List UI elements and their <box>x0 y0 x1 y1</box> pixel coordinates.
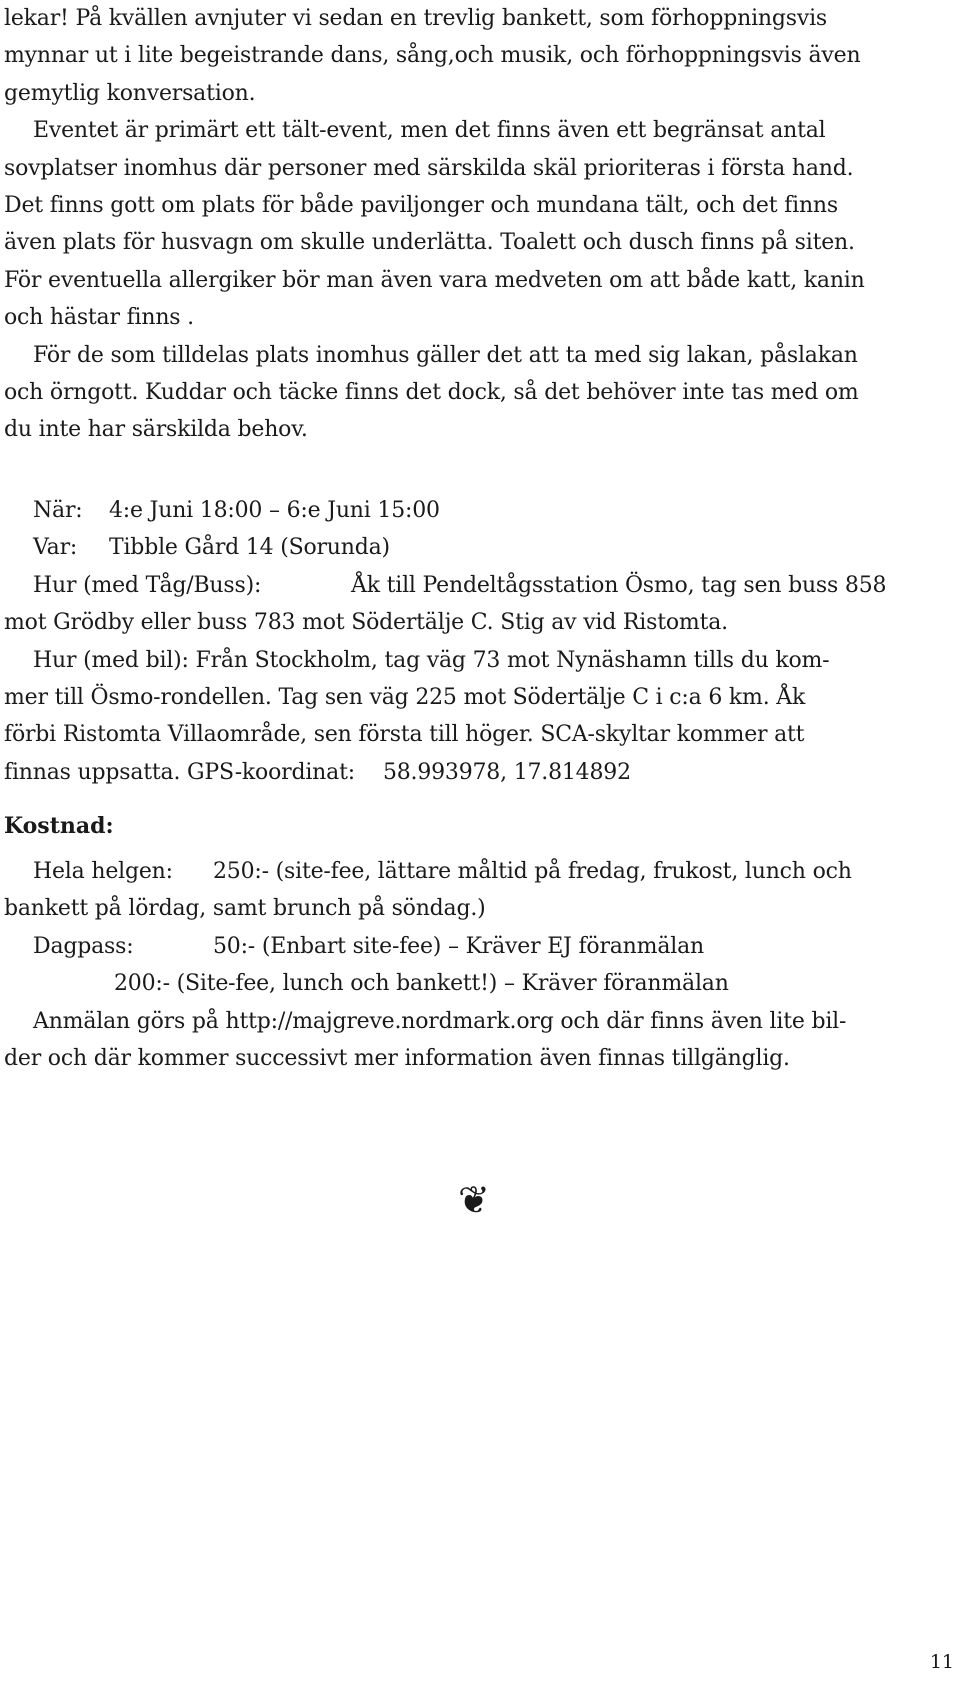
intro-line: och örngott. Kuddar och täcke finns det dock, så det behöver inte tas med om <box>4 379 859 405</box>
weekend-label: Hela helgen: <box>33 859 173 884</box>
where-value: Tibble Gård 14 (Sorunda) <box>109 535 390 561</box>
gps-row <box>4 754 950 791</box>
intro-text <box>4 0 950 449</box>
weekend-value-continued: bankett på lördag, samt brunch på söndag.) <box>4 896 486 922</box>
cost-heading: Kostnad: <box>4 813 114 839</box>
signup-line: Anmälan görs på http://majgreve.nordmark.org och där finns även lite bil- <box>33 1008 847 1034</box>
intro-line: För eventuella allergiker bör man även vara medveten om att både katt, kanin <box>4 267 865 293</box>
transit-row <box>4 567 950 604</box>
intro-line: För de som tilldelas plats inomhus gäller det att ta med sig lakan, påslakan <box>33 342 858 368</box>
intro-line: lekar! På kvällen avnjuter vi sedan en trevlig bankett, som förhoppningsvis <box>4 6 828 31</box>
page-number: 11 <box>929 1651 954 1673</box>
weekend-value: 250:- (site-fee, lättare måltid på fredag, frukost, lunch och <box>213 859 852 884</box>
when-label: När: <box>33 498 83 523</box>
daypass-label: Dagpass: <box>33 933 134 959</box>
car-line: mer till Ösmo-rondellen. Tag sen väg 225 mot Södertälje C i c:a 6 km. Åk <box>4 684 806 710</box>
intro-line: gemytlig konversation. <box>4 80 256 106</box>
intro-line: och hästar finns . <box>4 305 194 331</box>
gps-value: 58.993978, 17.814892 <box>382 759 631 785</box>
when-value: 4:e Juni 18:00 – 6:e Juni 15:00 <box>109 498 440 523</box>
daypass-row <box>4 928 950 965</box>
car-line: Hur (med bil): Från Stockholm, tag väg 73 mot Nynäshamn tills du kom- <box>33 647 830 673</box>
where-row <box>4 529 950 566</box>
intro-line: Det finns gott om plats för både paviljonger och mundana tält, och det finns <box>4 192 838 218</box>
intro-line: du inte har särskilda behov. <box>4 417 308 443</box>
transit-value: Åk till Pendeltågsstation Ösmo, tag sen buss 858 <box>351 572 887 598</box>
weekend-row <box>4 853 950 890</box>
signup-line: der och där kommer successivt mer information även finnas tillgänglig. <box>4 1045 790 1071</box>
daypass-value: 50:- (Enbart site-fee) – Kräver EJ föranmälan <box>213 933 704 959</box>
floral-heart-icon: ❦ <box>458 1178 490 1222</box>
intro-line: även plats för husvagn om skulle underlätta. Toalett och dusch finns på siten. <box>4 230 855 256</box>
intro-line: mynnar ut i lite begeistrande dans, sång,och musik, och förhoppningsvis även <box>4 43 861 69</box>
where-label: Var: <box>33 535 78 561</box>
car-line: förbi Ristomta Villaområde, sen första till höger. SCA-skyltar kommer att <box>4 722 805 748</box>
when-row <box>4 492 950 529</box>
transit-label: Hur (med Tåg/Buss): <box>33 572 262 598</box>
event-details <box>4 492 950 791</box>
intro-line: Eventet är primärt ett tält-event, men det finns även ett begränsat antal <box>33 118 826 144</box>
cost-details <box>4 853 950 1077</box>
gps-label: finnas uppsatta. GPS-koordinat: <box>4 759 355 785</box>
transit-value-continued: mot Grödby eller buss 783 mot Södertälje C. Stig av vid Ristomta. <box>4 610 728 636</box>
daypass-value-second: 200:- (Site-fee, lunch och bankett!) – Kräver föranmälan <box>114 971 729 997</box>
intro-line: sovplatser inomhus där personer med särskilda skäl prioriteras i första hand. <box>4 155 854 181</box>
